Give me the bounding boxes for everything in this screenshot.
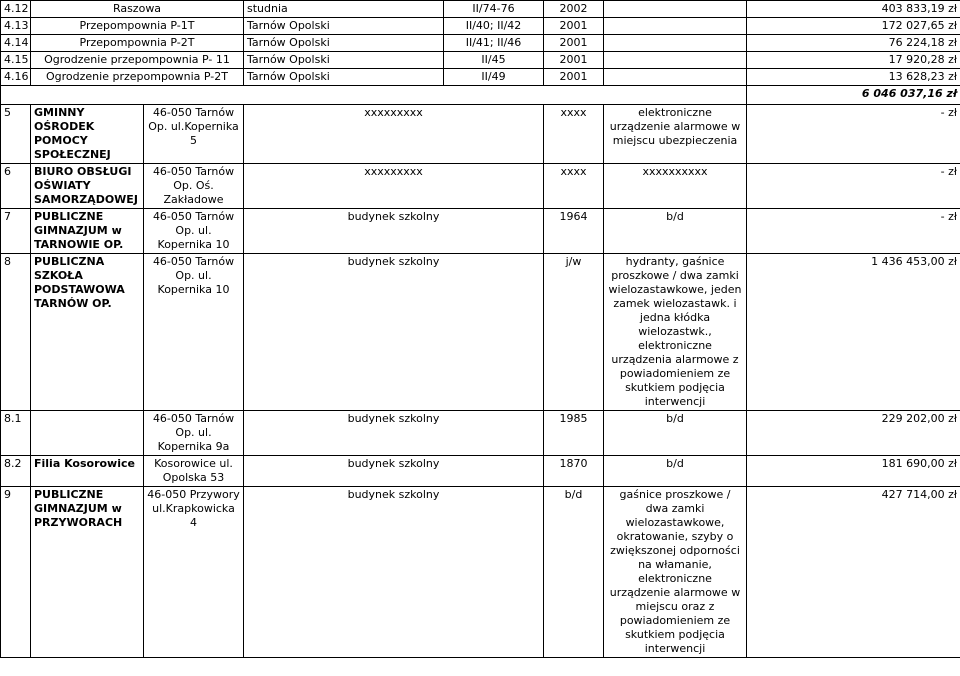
unit-year: b/d (544, 487, 604, 658)
unit-type: budynek szkolny (244, 456, 544, 487)
row-year: 2002 (544, 1, 604, 18)
unit-number: 7 (1, 209, 31, 254)
unit-value: - zł (747, 209, 960, 254)
unit-value: 181 690,00 zł (747, 456, 960, 487)
unit-description: gaśnice proszkowe / dwa zamki wielozastawkowe, okratowanie, szyby o zwiększonej odporności na włamanie, elektroniczne urządzenie alarmowe w miejscu oraz z powiadomieniem ze skutkiem podjęcia interwencji (604, 487, 747, 658)
row-value: 403 833,19 zł (747, 1, 960, 18)
unit-number: 8.1 (1, 411, 31, 456)
unit-description: b/d (604, 209, 747, 254)
row-number: 4.12 (1, 1, 31, 18)
row-value: 76 224,18 zł (747, 35, 960, 52)
row-value: 172 027,65 zł (747, 18, 960, 35)
unit-type: budynek szkolny (244, 254, 544, 411)
table-row (1, 52, 960, 69)
unit-type: budynek szkolny (244, 411, 544, 456)
row-description (604, 35, 747, 52)
row-value: 17 920,28 zł (747, 52, 960, 69)
unit-address: 46-050 Tarnów Op. ul.Kopernika 5 (144, 105, 244, 164)
row-number: 4.14 (1, 35, 31, 52)
row-description (604, 52, 747, 69)
unit-type: budynek szkolny (244, 487, 544, 658)
table-row (1, 35, 960, 52)
table-row (1, 18, 960, 35)
unit-year: 1964 (544, 209, 604, 254)
row-location: studnia (244, 1, 444, 18)
subtotal-value: 6 046 037,16 zł (747, 86, 960, 105)
unit-name: PUBLICZNE GIMNAZJUM w TARNOWIE OP. (31, 209, 144, 254)
unit-name: GMINNY OŚRODEK POMOCY SPOŁECZNEJ (31, 105, 144, 164)
row-description (604, 1, 747, 18)
table-row (1, 254, 960, 411)
unit-number: 9 (1, 487, 31, 658)
unit-address: 46-050 Tarnów Op. Oś. Zakładowe (144, 164, 244, 209)
unit-year: 1985 (544, 411, 604, 456)
row-name: Ogrodzenie przepompownia P- 11 (31, 52, 244, 69)
row-value: 13 628,23 zł (747, 69, 960, 86)
unit-name: Filia Kosorowice (31, 456, 144, 487)
row-description (604, 69, 747, 86)
unit-number: 8 (1, 254, 31, 411)
row-location: Tarnów Opolski (244, 52, 444, 69)
table-row (1, 69, 960, 86)
unit-description: elektroniczne urządzenie alarmowe w miejscu ubezpieczenia (604, 105, 747, 164)
separator-cell (1, 86, 747, 105)
unit-value: 229 202,00 zł (747, 411, 960, 456)
unit-type: xxxxxxxxx (244, 164, 544, 209)
unit-type: budynek szkolny (244, 209, 544, 254)
unit-year: xxxx (544, 105, 604, 164)
unit-number: 5 (1, 105, 31, 164)
unit-name: PUBLICZNE GIMNAZJUM w PRZYWORACH (31, 487, 144, 658)
unit-year: j/w (544, 254, 604, 411)
table-row (1, 456, 960, 487)
unit-value: - zł (747, 164, 960, 209)
row-year: 2001 (544, 69, 604, 86)
unit-description: xxxxxxxxxx (604, 164, 747, 209)
unit-value: - zł (747, 105, 960, 164)
row-number: 4.15 (1, 52, 31, 69)
unit-name: PUBLICZNA SZKOŁA PODSTAWOWA TARNÓW OP. (31, 254, 144, 411)
asset-table-body (1, 1, 960, 658)
table-row (1, 164, 960, 209)
unit-name (31, 411, 144, 456)
unit-year: 1870 (544, 456, 604, 487)
row-name: Przepompownia P-2T (31, 35, 244, 52)
unit-address: 46-050 Tarnów Op. ul. Kopernika 10 (144, 254, 244, 411)
unit-description: b/d (604, 411, 747, 456)
unit-value: 427 714,00 zł (747, 487, 960, 658)
row-location: Tarnów Opolski (244, 35, 444, 52)
unit-name: BIURO OBSŁUGI OŚWIATY SAMORZĄDOWEJ (31, 164, 144, 209)
row-year: 2001 (544, 35, 604, 52)
row-number: 4.16 (1, 69, 31, 86)
unit-number: 6 (1, 164, 31, 209)
row-name: Ogrodzenie przepompownia P-2T (31, 69, 244, 86)
row-location: Tarnów Opolski (244, 18, 444, 35)
row-type: II/49 (444, 69, 544, 86)
row-type: II/41; II/46 (444, 35, 544, 52)
row-type: II/45 (444, 52, 544, 69)
row-type: II/40; II/42 (444, 18, 544, 35)
unit-address: 46-050 Tarnów Op. ul. Kopernika 9a (144, 411, 244, 456)
row-number: 4.13 (1, 18, 31, 35)
row-name: Przepompownia P-1T (31, 18, 244, 35)
table-row (1, 105, 960, 164)
table-row (1, 1, 960, 18)
subtotal-row (1, 86, 960, 105)
row-name: Raszowa (31, 1, 244, 18)
unit-type: xxxxxxxxx (244, 105, 544, 164)
row-location: Tarnów Opolski (244, 69, 444, 86)
row-description (604, 18, 747, 35)
table-row (1, 487, 960, 658)
row-type: II/74-76 (444, 1, 544, 18)
row-year: 2001 (544, 52, 604, 69)
unit-address: 46-050 Przywory ul.Krapkowicka 4 (144, 487, 244, 658)
unit-value: 1 436 453,00 zł (747, 254, 960, 411)
unit-year: xxxx (544, 164, 604, 209)
table-row (1, 209, 960, 254)
unit-number: 8.2 (1, 456, 31, 487)
unit-address: Kosorowice ul. Opolska 53 (144, 456, 244, 487)
table-row (1, 411, 960, 456)
unit-description: b/d (604, 456, 747, 487)
unit-address: 46-050 Tarnów Op. ul. Kopernika 10 (144, 209, 244, 254)
unit-description: hydranty, gaśnice proszkowe / dwa zamki wielozastawkowe, jeden zamek wielozastawk. i jedna kłódka wielozastwk., elektroniczne urządzenia alarmowe z powiadomieniem ze skutkiem podjęcia interwencji (604, 254, 747, 411)
row-year: 2001 (544, 18, 604, 35)
